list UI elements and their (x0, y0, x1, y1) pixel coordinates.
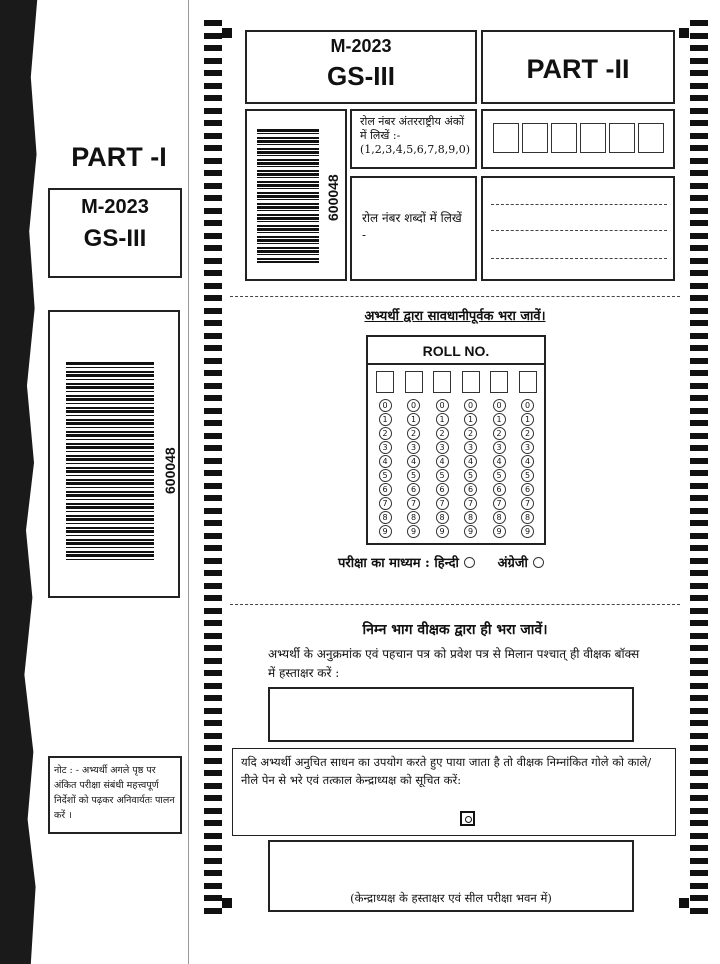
digit-bubble[interactable]: 2 (407, 427, 420, 440)
left-barcode-number: 600048 (162, 447, 178, 494)
digit-bubble[interactable]: 1 (436, 413, 449, 426)
timing-mark (204, 508, 222, 514)
timing-mark (690, 70, 708, 76)
digit-bubble[interactable]: 2 (493, 427, 506, 440)
digit-bubble[interactable]: 8 (436, 511, 449, 524)
digit-bubble[interactable]: 0 (407, 399, 420, 412)
timing-mark (690, 620, 708, 626)
timing-mark (690, 133, 708, 139)
digit-bubble[interactable]: 1 (493, 413, 506, 426)
medium-english-label: अंग्रेजी (497, 556, 528, 571)
timing-mark (690, 583, 708, 589)
right-barcode (257, 129, 319, 263)
write-line (491, 230, 667, 231)
roll-words-entry[interactable] (481, 176, 675, 281)
timing-mark (690, 95, 708, 101)
timing-mark (690, 245, 708, 251)
timing-mark (204, 758, 222, 764)
timing-mark (690, 195, 708, 201)
timing-mark (690, 383, 708, 389)
digit-bubble[interactable]: 1 (407, 413, 420, 426)
medium-english-radio[interactable] (533, 557, 544, 568)
timing-mark (204, 283, 222, 289)
timing-mark (204, 183, 222, 189)
roll-digit-box[interactable] (522, 123, 548, 153)
section-divider (230, 604, 680, 605)
corner-mark (222, 28, 232, 38)
right-barcode-number: 600048 (325, 174, 341, 221)
bubble-column (433, 399, 451, 539)
timing-mark (204, 370, 222, 376)
timing-mark (690, 695, 708, 701)
perforation-fold (188, 0, 192, 964)
timing-mark (690, 433, 708, 439)
digit-bubble[interactable]: 0 (493, 399, 506, 412)
digit-bubble[interactable]: 3 (379, 441, 392, 454)
digit-bubble[interactable]: 8 (521, 511, 534, 524)
left-code-box (48, 188, 182, 278)
timing-mark (204, 145, 222, 151)
unfair-means-text: यदि अभ्यर्थी अनुचित साधन का उपयोग करते हुए पाया जाता है तो वीक्षक निम्नांकित गोले को काले/नीले पेन से भरे एवं तत्काल केन्द्राध्यक्ष को सूचित करें: (241, 755, 652, 787)
timing-mark (204, 770, 222, 776)
timing-mark (204, 783, 222, 789)
right-barcode-box (245, 109, 347, 281)
digit-bubble[interactable]: 6 (379, 483, 392, 496)
timing-mark (204, 258, 222, 264)
digit-bubble[interactable]: 5 (379, 469, 392, 482)
timing-mark (204, 520, 222, 526)
digit-bubble[interactable]: 0 (464, 399, 477, 412)
timing-mark (204, 420, 222, 426)
digit-bubble[interactable]: 6 (464, 483, 477, 496)
timing-mark (204, 470, 222, 476)
invigilator-signature-box[interactable] (268, 687, 634, 742)
timing-mark (204, 683, 222, 689)
digit-bubble[interactable]: 8 (464, 511, 477, 524)
digit-bubble[interactable]: 5 (407, 469, 420, 482)
timing-mark (204, 895, 222, 901)
section-divider (230, 296, 680, 297)
digit-bubble[interactable]: 9 (464, 525, 477, 538)
timing-mark (204, 33, 222, 39)
digit-bubble[interactable]: 3 (407, 441, 420, 454)
timing-mark (690, 295, 708, 301)
timing-mark (690, 908, 708, 914)
bubble-column (490, 399, 508, 539)
part-two-label: PART -II (481, 30, 675, 104)
timing-mark (204, 720, 222, 726)
timing-mark (204, 308, 222, 314)
digit-bubble[interactable]: 2 (436, 427, 449, 440)
timing-mark (204, 533, 222, 539)
timing-mark (204, 633, 222, 639)
timing-mark (204, 345, 222, 351)
timing-mark (690, 33, 708, 39)
invigilator-section-heading: निम्न भाग वीक्षक द्वारा ही भरा जावें। (362, 622, 548, 638)
left-subject-code: GS-III (83, 225, 147, 252)
timing-mark (690, 870, 708, 876)
timing-mark (690, 595, 708, 601)
digit-bubble[interactable]: 2 (464, 427, 477, 440)
roll-digits-label: रोल नंबर अंतरराष्ट्रीय अंकों में लिखें :- (360, 115, 465, 142)
unfair-means-bubble[interactable] (460, 811, 475, 826)
digit-bubble[interactable]: 1 (464, 413, 477, 426)
digit-bubble[interactable]: 7 (436, 497, 449, 510)
timing-mark (690, 733, 708, 739)
timing-mark (690, 20, 708, 26)
timing-mark (204, 108, 222, 114)
timing-mark (204, 833, 222, 839)
left-exam-year: M-2023 (81, 196, 149, 218)
digit-bubble[interactable]: 5 (436, 469, 449, 482)
timing-mark (690, 633, 708, 639)
left-note: नोट : - अभ्यर्थी अगले पृष्ठ पर अंकित परीक्षा संबंधी महत्त्वपूर्ण निर्देशों को पढ़कर अनिवार्यतः पालन करें । (48, 756, 182, 834)
timing-mark (690, 320, 708, 326)
right-title-box (245, 30, 477, 104)
digit-bubble[interactable]: 7 (407, 497, 420, 510)
timing-mark (690, 45, 708, 51)
digit-bubble[interactable]: 9 (407, 525, 420, 538)
digit-bubble[interactable]: 7 (464, 497, 477, 510)
timing-mark (204, 120, 222, 126)
timing-mark (690, 545, 708, 551)
timing-mark (204, 70, 222, 76)
timing-mark (690, 745, 708, 751)
timing-mark (204, 883, 222, 889)
part-one-label: PART -I (71, 142, 167, 172)
digit-bubble[interactable]: 2 (521, 427, 534, 440)
left-barcode (66, 362, 154, 562)
timing-mark (690, 783, 708, 789)
timing-mark (690, 420, 708, 426)
timing-mark (690, 170, 708, 176)
left-barcode-box (48, 310, 180, 598)
timing-mark (690, 533, 708, 539)
timing-mark (204, 233, 222, 239)
timing-mark (204, 620, 222, 626)
centre-caption: (केन्द्राध्यक्ष के हस्ताक्षर एवं सील परीक्षा भवन में) (350, 891, 552, 905)
timing-mark (204, 708, 222, 714)
roll-column-box[interactable] (376, 371, 394, 393)
timing-mark (690, 345, 708, 351)
digit-bubble[interactable]: 6 (436, 483, 449, 496)
timing-mark (204, 483, 222, 489)
timing-mark (690, 145, 708, 151)
digit-bubble[interactable]: 5 (464, 469, 477, 482)
timing-mark (690, 358, 708, 364)
digit-bubble[interactable]: 8 (407, 511, 420, 524)
timing-mark (204, 845, 222, 851)
timing-mark (690, 458, 708, 464)
timing-mark (204, 95, 222, 101)
timing-mark (204, 870, 222, 876)
roll-digits-label-box (350, 109, 477, 169)
digit-bubble[interactable]: 2 (379, 427, 392, 440)
digit-bubble[interactable]: 4 (493, 455, 506, 468)
roll-digit-box[interactable] (609, 123, 635, 153)
timing-mark (690, 645, 708, 651)
timing-mark (690, 683, 708, 689)
timing-mark (204, 458, 222, 464)
timing-mark (204, 570, 222, 576)
corner-mark (679, 898, 689, 908)
timing-mark (204, 583, 222, 589)
medium-hindi-radio[interactable] (464, 557, 475, 568)
digit-bubble[interactable]: 7 (379, 497, 392, 510)
digit-bubble[interactable]: 0 (436, 399, 449, 412)
timing-mark (204, 245, 222, 251)
timing-mark (690, 658, 708, 664)
medium-hindi-label: हिन्दी (434, 556, 459, 571)
digit-bubble[interactable]: 7 (521, 497, 534, 510)
timing-mark (690, 508, 708, 514)
timing-mark (204, 133, 222, 139)
timing-mark (204, 670, 222, 676)
timing-mark (690, 308, 708, 314)
digit-bubble[interactable]: 6 (407, 483, 420, 496)
digit-bubble[interactable]: 5 (521, 469, 534, 482)
timing-mark (204, 733, 222, 739)
digit-bubble[interactable]: 3 (493, 441, 506, 454)
timing-mark (690, 558, 708, 564)
corner-mark (679, 28, 689, 38)
digit-bubble[interactable]: 0 (521, 399, 534, 412)
timing-mark (690, 58, 708, 64)
timing-mark (204, 45, 222, 51)
timing-mark (690, 408, 708, 414)
timing-mark (690, 895, 708, 901)
write-line (491, 258, 667, 259)
timing-mark (690, 158, 708, 164)
timing-mark (204, 695, 222, 701)
timing-mark (204, 545, 222, 551)
timing-mark (204, 220, 222, 226)
digit-bubble[interactable]: 9 (493, 525, 506, 538)
timing-mark (690, 120, 708, 126)
roll-column-box[interactable] (519, 371, 537, 393)
timing-mark (690, 758, 708, 764)
timing-mark (204, 858, 222, 864)
centre-superintendent-signature-box[interactable] (268, 840, 634, 912)
digit-bubble[interactable]: 4 (521, 455, 534, 468)
write-line (491, 204, 667, 205)
invigilator-instructions: अभ्यर्थी के अनुक्रमांक एवं पहचान पत्र को प्रवेश पत्र से मिलान पश्चात् ही वीक्षक बॉक्स में हस्ताक्षर करें : (268, 647, 640, 680)
timing-mark (690, 883, 708, 889)
timing-mark (204, 358, 222, 364)
digit-bubble[interactable]: 4 (407, 455, 420, 468)
digit-bubble[interactable]: 9 (521, 525, 534, 538)
timing-mark (690, 845, 708, 851)
timing-mark (690, 720, 708, 726)
timing-mark (690, 220, 708, 226)
timing-mark (204, 83, 222, 89)
digit-bubble[interactable]: 1 (379, 413, 392, 426)
timing-mark (204, 383, 222, 389)
timing-mark (204, 658, 222, 664)
timing-mark (204, 58, 222, 64)
timing-mark (204, 608, 222, 614)
timing-mark (690, 470, 708, 476)
timing-mark (204, 595, 222, 601)
timing-mark (690, 370, 708, 376)
timing-mark (204, 20, 222, 26)
timing-mark (690, 570, 708, 576)
roll-words-label: रोल नंबर शब्दों में लिखें - (350, 176, 477, 281)
timing-mark (204, 408, 222, 414)
right-exam-year: M-2023 (330, 36, 392, 56)
digit-bubble[interactable]: 4 (436, 455, 449, 468)
medium-label: परीक्षा का माध्यम : (338, 556, 430, 571)
digit-bubble[interactable]: 8 (379, 511, 392, 524)
timing-mark (204, 908, 222, 914)
right-subject-code: GS-III (327, 61, 395, 91)
timing-mark (690, 820, 708, 826)
candidate-section-heading: अभ्यर्थी द्वारा सावधानीपूर्वक भरा जावें। (364, 309, 546, 324)
digit-bubble[interactable]: 1 (521, 413, 534, 426)
roll-digit-box[interactable] (580, 123, 606, 153)
unfair-means-box (232, 748, 676, 836)
timing-mark (690, 445, 708, 451)
timing-mark (204, 170, 222, 176)
bubble-column (462, 399, 480, 539)
roll-column-box[interactable] (462, 371, 480, 393)
roll-grid-title: ROLL NO. (368, 337, 544, 365)
digit-bubble[interactable]: 3 (464, 441, 477, 454)
roll-digit-box[interactable] (551, 123, 577, 153)
roll-column-box[interactable] (433, 371, 451, 393)
roll-digit-box[interactable] (638, 123, 664, 153)
timing-mark (690, 183, 708, 189)
roll-column-box[interactable] (405, 371, 423, 393)
digit-bubble[interactable]: 8 (493, 511, 506, 524)
timing-mark (690, 858, 708, 864)
digit-bubble[interactable]: 6 (493, 483, 506, 496)
timing-mark (690, 258, 708, 264)
roll-digit-box[interactable] (493, 123, 519, 153)
corner-mark (222, 898, 232, 908)
digit-bubble[interactable]: 7 (493, 497, 506, 510)
timing-mark (690, 283, 708, 289)
digit-bubble[interactable]: 3 (521, 441, 534, 454)
digit-bubble[interactable]: 0 (379, 399, 392, 412)
timing-mark (690, 795, 708, 801)
timing-mark (690, 608, 708, 614)
timing-mark (204, 795, 222, 801)
timing-mark (204, 445, 222, 451)
bubble-column (519, 399, 537, 539)
timing-mark (204, 333, 222, 339)
timing-mark (204, 208, 222, 214)
timing-mark (204, 433, 222, 439)
timing-mark (204, 808, 222, 814)
timing-mark (204, 270, 222, 276)
timing-mark (204, 295, 222, 301)
timing-mark (690, 770, 708, 776)
timing-mark (690, 670, 708, 676)
timing-mark (204, 820, 222, 826)
roll-digits-hint: (1,2,3,4,5,6,7,8,9,0) (360, 143, 471, 156)
timing-mark (690, 808, 708, 814)
timing-mark (204, 645, 222, 651)
exam-medium-row (338, 553, 618, 571)
bubble-column (405, 399, 423, 539)
timing-mark (690, 208, 708, 214)
timing-mark (690, 520, 708, 526)
timing-mark (690, 333, 708, 339)
bubble-column (376, 399, 394, 539)
timing-mark (204, 558, 222, 564)
digit-bubble[interactable]: 9 (436, 525, 449, 538)
timing-mark (690, 233, 708, 239)
roll-column-box[interactable] (490, 371, 508, 393)
timing-mark (690, 495, 708, 501)
roll-digit-entry (481, 109, 675, 169)
digit-bubble[interactable]: 6 (521, 483, 534, 496)
roll-number-bubble-grid (366, 335, 546, 545)
timing-mark (690, 483, 708, 489)
digit-bubble[interactable]: 4 (464, 455, 477, 468)
timing-mark (690, 708, 708, 714)
timing-mark (690, 395, 708, 401)
timing-mark (690, 83, 708, 89)
digit-bubble[interactable]: 9 (379, 525, 392, 538)
timing-mark (690, 108, 708, 114)
timing-mark (204, 195, 222, 201)
timing-mark (690, 833, 708, 839)
timing-mark (204, 320, 222, 326)
timing-mark (204, 495, 222, 501)
timing-mark (204, 395, 222, 401)
timing-mark (690, 270, 708, 276)
timing-mark (204, 745, 222, 751)
digit-bubble[interactable]: 5 (493, 469, 506, 482)
timing-mark (204, 158, 222, 164)
digit-bubble[interactable]: 3 (436, 441, 449, 454)
digit-bubble[interactable]: 4 (379, 455, 392, 468)
